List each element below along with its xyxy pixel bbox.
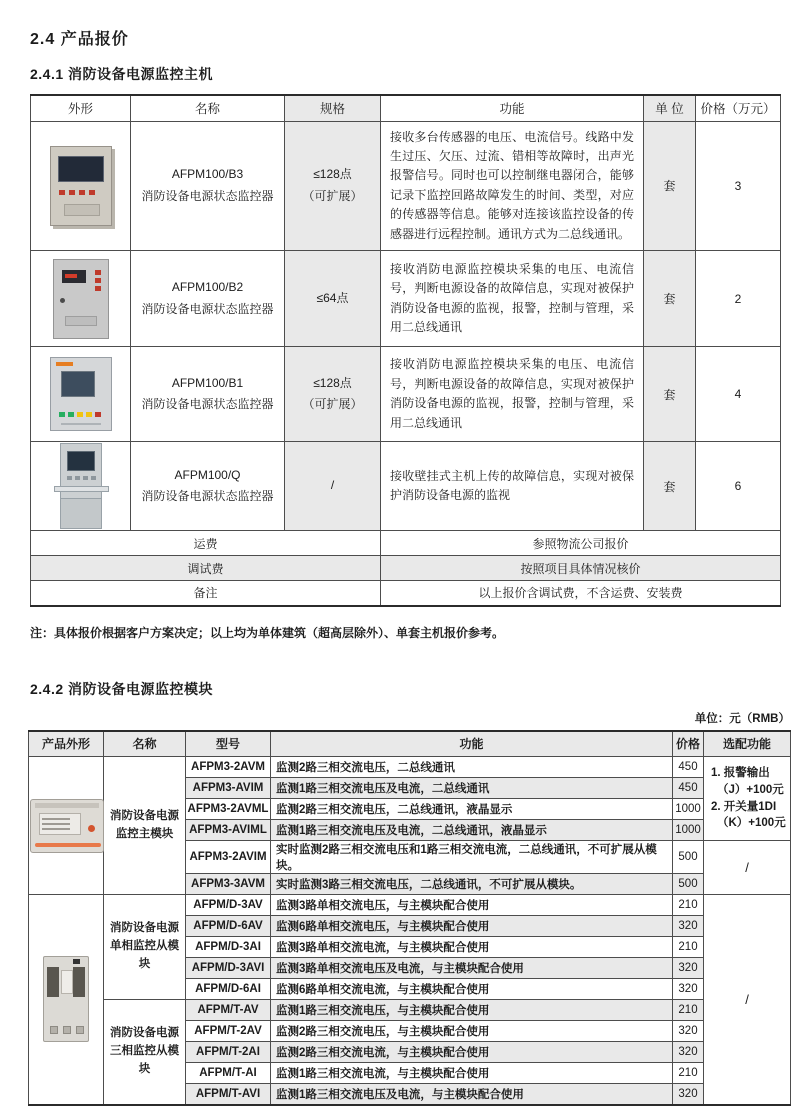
module-function: 监测1路三相交流电压，与主模块配合使用 (271, 1000, 673, 1021)
module-function: 监测1路三相交流电压及电流，二总线通讯，液晶显示 (271, 820, 673, 841)
module-function: 监测3路单相交流电压及电流，与主模块配合使用 (271, 958, 673, 979)
module-model: AFPM/D-3AI (186, 937, 271, 958)
module-price: 320 (673, 916, 704, 937)
module-price: 1000 (673, 799, 704, 820)
module-function: 监测1路三相交流电压及电流，与主模块配合使用 (271, 1084, 673, 1105)
module-price: 210 (673, 1000, 704, 1021)
product-photo-cell (31, 251, 131, 347)
product-function-cell: 接收消防电源监控模块采集的电压、电流信号，判断电源设备的故障信息，实现对被保护消防设备电源的监视，报警，控制与管理，采用二总线通讯 (381, 251, 644, 347)
table-row (31, 347, 781, 442)
product-price-cell: 3 (696, 121, 781, 251)
module-price: 320 (673, 979, 704, 1000)
product-name: 消防设备电源状态监控器 (141, 397, 274, 412)
freight-value: 参照物流公司报价 (381, 531, 781, 556)
col-header-unit: 单 位 (644, 95, 696, 121)
spec-line: ≤128点 (313, 375, 352, 390)
module-function: 监测2路三相交流电压，与主模块配合使用 (271, 1021, 673, 1042)
product-spec-cell (285, 442, 381, 531)
spec-line: （可扩展） (302, 397, 363, 412)
product-model: AFPM100/B3 (171, 167, 244, 182)
col-header-options: 选配功能 (704, 731, 791, 757)
module-model: AFPM/D-6AV (186, 916, 271, 937)
module-model: AFPM/D-6AI (186, 979, 271, 1000)
freight-label: 运费 (31, 531, 381, 556)
wall-monitor-b3-image (50, 146, 112, 226)
debug-fee-row (31, 556, 781, 581)
remark-value: 以上报价含调试费，不含运费、安装费 (381, 581, 781, 606)
remark-label: 备注 (31, 581, 381, 606)
product-price-cell: 2 (696, 251, 781, 347)
host-table-header-row (31, 95, 781, 121)
quotation-note: 注：具体报价根据客户方案决定；以上均为单体建筑（超高层除外）、单套主机报价参考。 (30, 625, 505, 640)
wall-monitor-b2-image (53, 259, 109, 339)
debug-fee-value: 按照项目具体情况核价 (381, 556, 781, 581)
product-name-cell (131, 442, 285, 531)
product-spec-cell (285, 347, 381, 442)
module-model: AFPM3-AVIML (186, 820, 271, 841)
module-function: 监测1路三相交流电压及电流，二总线通讯 (271, 778, 673, 799)
product-name-cell (131, 347, 285, 442)
col-header-spec: 规格 (285, 95, 381, 121)
col-header-price: 价格 (673, 731, 704, 757)
slave-module-photo-cell (29, 895, 104, 1105)
module-model: AFPM3-2AVIM (186, 841, 271, 874)
product-function-cell: 接收多台传感器的电压、电流信号。线路中发生过压、欠压、过流、错相等故障时，出声光报警信号。同时也可以控制继电器闭合，能够记录下监控回路故障发生的时间、类型，对应的传感器等信息。能够对连接该监控设备的传感器进行远程控制。通讯方式为二总线通讯。 (381, 121, 644, 251)
product-price-cell: 6 (696, 442, 781, 531)
module-function: 监测1路三相交流电流，与主模块配合使用 (271, 1063, 673, 1084)
spec-line: （可扩展） (302, 188, 363, 203)
product-photo-cell (31, 347, 131, 442)
spec-line: ≤64点 (316, 290, 349, 305)
remark-row (31, 581, 781, 606)
product-unit-cell: 套 (644, 251, 696, 347)
module-function: 监测2路三相交流电流，与主模块配合使用 (271, 1042, 673, 1063)
module-model: AFPM/D-3AVI (186, 958, 271, 979)
module-function: 监测3路单相交流电压，与主模块配合使用 (271, 895, 673, 916)
option-line: 2. 开关量1DI (711, 800, 777, 813)
product-function-cell: 接收消防电源监控模块采集的电压、电流信号，判断电源设备的故障信息，实现对被保护消防设备电源的监视，报警，控制与管理，采用二总线通讯 (381, 347, 644, 442)
module-price: 450 (673, 778, 704, 799)
module-function: 实时监测2路三相交流电压和1路三相交流电流，二总线通讯，不可扩展从模块。 (271, 841, 673, 874)
group-name-single-phase-slave: 消防设备电源单相监控从模块 (104, 895, 186, 1000)
main-module-photo-cell (29, 757, 104, 895)
module-function: 监测2路三相交流电压，二总线通讯 (271, 757, 673, 778)
group-name-three-phase-slave: 消防设备电源三相监控从模块 (104, 1000, 186, 1105)
options-main-slash-cell: / (704, 841, 791, 895)
table-row (31, 442, 781, 531)
main-module-image (30, 799, 104, 853)
product-unit-cell: 套 (644, 347, 696, 442)
module-price: 210 (673, 937, 704, 958)
module-function: 监测3路单相交流电流，与主模块配合使用 (271, 937, 673, 958)
module-model: AFPM/T-AVI (186, 1084, 271, 1105)
module-model: AFPM/T-2AV (186, 1021, 271, 1042)
col-header-price: 价格（万元） (696, 95, 781, 121)
module-price: 320 (673, 1084, 704, 1105)
product-name-cell (131, 121, 285, 251)
module-price: 320 (673, 1042, 704, 1063)
product-name-cell (131, 251, 285, 347)
wall-monitor-b1-image (50, 357, 112, 431)
section-title-2-4-1: 2.4.1 消防设备电源监控主机 (30, 66, 214, 82)
module-function: 监测6路单相交流电压，与主模块配合使用 (271, 916, 673, 937)
product-function-cell: 接收壁挂式主机上传的故障信息，实现对被保护消防设备电源的监视 (381, 442, 644, 531)
product-photo-cell (31, 442, 131, 531)
product-name: 消防设备电源状态监控器 (141, 489, 274, 504)
module-model: AFPM/T-2AI (186, 1042, 271, 1063)
module-price: 450 (673, 757, 704, 778)
table-row (31, 251, 781, 347)
cabinet-monitor-q-image (60, 443, 102, 529)
option-line: （J）+100元 (717, 783, 784, 796)
col-header-name: 名称 (104, 731, 186, 757)
module-price-table (28, 730, 791, 1106)
section-title-2-4: 2.4 产品报价 (30, 31, 129, 48)
product-model: AFPM100/B1 (171, 375, 244, 390)
product-name: 消防设备电源状态监控器 (141, 188, 274, 203)
product-spec-cell (285, 251, 381, 347)
module-price: 210 (673, 895, 704, 916)
col-header-function: 功能 (271, 731, 673, 757)
product-unit-cell: 套 (644, 121, 696, 251)
col-header-function: 功能 (381, 95, 644, 121)
module-model: AFPM3-AVIM (186, 778, 271, 799)
module-model: AFPM/D-3AV (186, 895, 271, 916)
module-price: 1000 (673, 820, 704, 841)
module-function: 实时监测3路三相交流电压，二总线通讯，不可扩展从模块。 (271, 874, 673, 895)
product-spec-cell (285, 121, 381, 251)
section-title-2-4-2: 2.4.2 消防设备电源监控模块 (30, 680, 214, 697)
module-function: 监测6路单相交流电流，与主模块配合使用 (271, 979, 673, 1000)
option-line: 1. 报警输出 (711, 767, 770, 780)
host-price-table (30, 94, 781, 607)
module-model: AFPM3-3AVM (186, 874, 271, 895)
product-unit-cell: 套 (644, 442, 696, 531)
module-price: 500 (673, 874, 704, 895)
option-line: （K）+100元 (717, 817, 786, 830)
currency-unit-label: 单位：元（RMB） (694, 712, 790, 725)
spec-line: / (330, 478, 335, 493)
table-row (29, 1000, 791, 1021)
module-price: 210 (673, 1063, 704, 1084)
col-header-product-appearance: 产品外形 (29, 731, 104, 757)
table-row (29, 895, 791, 916)
module-price: 320 (673, 958, 704, 979)
product-price-cell: 4 (696, 347, 781, 442)
freight-row (31, 531, 781, 556)
spec-line: ≤128点 (313, 167, 352, 182)
table-row (31, 121, 781, 251)
group-name-main-module: 消防设备电源监控主模块 (104, 757, 186, 895)
col-header-model: 型号 (186, 731, 271, 757)
debug-fee-label: 调试费 (31, 556, 381, 581)
module-model: AFPM/T-AV (186, 1000, 271, 1021)
col-header-name: 名称 (131, 95, 285, 121)
module-price: 320 (673, 1021, 704, 1042)
module-model: AFPM/T-AI (186, 1063, 271, 1084)
options-slave-slash-cell: / (704, 895, 791, 1105)
col-header-appearance: 外形 (31, 95, 131, 121)
module-model: AFPM3-2AVML (186, 799, 271, 820)
table-row (29, 757, 791, 778)
product-model: AFPM100/B2 (171, 280, 244, 295)
module-price: 500 (673, 841, 704, 874)
slave-module-image (43, 956, 89, 1042)
options-main-cell (704, 757, 791, 841)
module-table-header-row (29, 731, 791, 757)
module-function: 监测2路三相交流电压，二总线通讯，液晶显示 (271, 799, 673, 820)
product-photo-cell (31, 121, 131, 251)
product-model: AFPM100/Q (174, 467, 241, 482)
product-name: 消防设备电源状态监控器 (141, 301, 274, 316)
module-model: AFPM3-2AVM (186, 757, 271, 778)
